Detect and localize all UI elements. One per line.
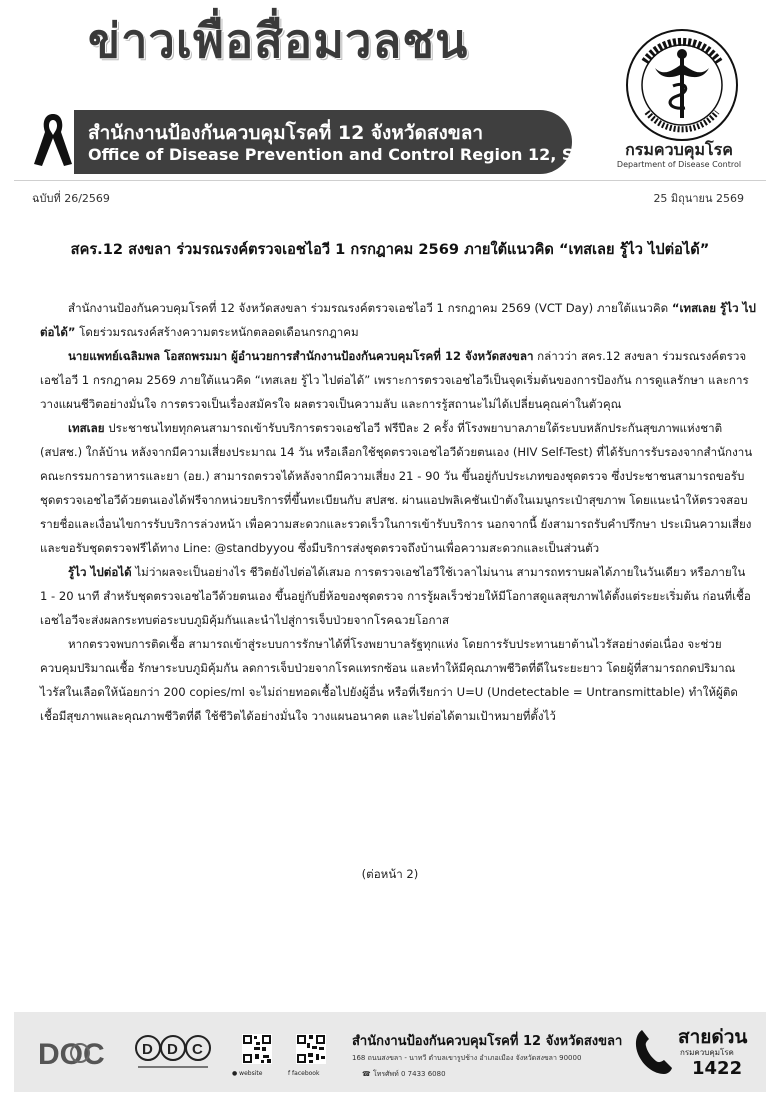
ddc-logo: [134, 1030, 224, 1074]
paragraph: รู้ไว ไปต่อได้ ไม่ว่าผลจะเป็นอย่างไร ชีวิตยังไปต่อได้เสมอ การตรวจเอชไอวีใช้เวลาไม่นาน สามารถทราบผลได้ภายในวันเดียว หรือภายใน 1 - 20 นาที สำหรับชุดตรวจเอชไอวีด้วยตนเอง ขึ้นอยู่กับยี่ห้อของชุดตรวจ การรู้ผลเร็วช่วยให้มีโอกาสดูแลสุขภาพได้ตั้งแต่ระยะเริ่มต้น ก่อนที่เชื้อเอชไอวีจะส่งผลกระทบต่อระบบภูมิคุ้มกันและนำไปสู่การเจ็บป่วยจากโรคฉวยโอกาส: [40, 565, 751, 627]
telephone-handset-icon: [634, 1028, 674, 1076]
paragraph: นายแพทย์เฉลิมพล โอสถพรมมา ผู้อำนวยการสำนักงานป้องกันควบคุมโรคที่ 12 จังหวัดสงขลา กล่าวว่า สคร.12 สงขลา ร่วมรณรงค์ตรวจเอชไอวี 1 กรกฎาคม 2569 ภายใต้แนวคิด “เทสเลย รู้ไว ไปต่อได้” เพราะการตรวจเอชไอวีเป็นจุดเริ่มต้นของการป้องกัน การดูแลรักษา และการวางแผนชีวิตอย่างมั่นใจ การตรวจเป็นเรื่องสมัครใจ ผลตรวจเป็นความลับ และการรู้สถานะไม่ได้เปลี่ยนคุณค่าในตัวคุณ: [40, 349, 749, 411]
footer-org-name: สำนักงานป้องกันควบคุมโรคที่ 12 จังหวัดสงขลา: [352, 1034, 623, 1049]
article-body: [40, 296, 756, 728]
continued-note: (ต่อหน้า 2): [361, 867, 419, 881]
svg-text:C: C: [192, 1041, 203, 1058]
doc-logo: [38, 1032, 128, 1072]
department-name-th: กรมควบคุมโรค: [625, 140, 733, 159]
hotline-number: 1422: [692, 1058, 743, 1079]
press-release-title: ข่าวเพื่อสื่อมวลชน: [88, 14, 469, 69]
mourning-ribbon-icon: [30, 110, 76, 170]
svg-text:DOC: DOC: [38, 1038, 105, 1071]
footer-address: 168 ถนนสงขลา - นาทวี ตำบลเขารูปช้าง อำเภอเมือง จังหวัดสงขลา 90000: [352, 1054, 582, 1062]
header-divider: [14, 180, 766, 181]
issue-number: ฉบับที่ 26/2569: [32, 192, 110, 205]
issue-date: 25 มิถุนายน 2569: [653, 192, 744, 205]
hotline-badge[interactable]: [634, 1020, 746, 1084]
hotline-title: สายด่วน: [678, 1026, 748, 1048]
website-link[interactable]: ● website: [232, 1070, 263, 1077]
phone-icon: ☎: [362, 1070, 371, 1078]
headline: สคร.12 สงขลา ร่วมรณรงค์ตรวจเอชไอวี 1 กรกฎาคม 2569 ภายใต้แนวคิด “เทสเลย รู้ไว ไปต่อได้”: [70, 241, 710, 258]
paragraph: เทสเลย ประชาชนไทยทุกคนสามารถเข้ารับบริการตรวจเอชไอวี ฟรีปีละ 2 ครั้ง ที่โรงพยาบาลภายใต้ระบบหลักประกันสุขภาพแห่งชาติ (สปสช.) ใกล้บ้าน หลังจากมีความเสี่ยงประมาณ 14 วัน หรือเลือกใช้ชุดตรวจเอชไอวีด้วยตนเอง (HIV Self-Test) ที่ได้รับการรับรองจากสำนักงานคณะกรรมการอาหารและยา (อย.) สามารถตรวจได้หลังจากมีความเสี่ยง 21 - 90 วัน ขึ้นอยู่กับประเภทของชุดตรวจ ซึ่งประชาชนสามารถขอรับชุดตรวจเอชไอวีด้วยตนเองได้ฟรีจากหน่วยบริการที่ขึ้นทะเบียนกับ สปสช. ผ่านแอปพลิเคชันเป๋าตังในเมนูกระเป๋าสุขภาพ โดยแนะนำให้ตรวจสอบรายชื่อและเงื่อนไขการรับบริการล่วงหน้า เพื่อความสะดวกและรวดเร็วในการเข้ารับบริการ นอกจากนี้ ยังสามารถรับคำปรึกษา ประเมินความเสี่ยง และขอรับชุดตรวจฟรีได้ทาง Line: @standbyyou ซึ่งมีบริการส่งชุดตรวจถึงบ้านเพื่อความสะดวกและเป็นส่วนตัว: [40, 421, 753, 555]
paragraph: สำนักงานป้องกันควบคุมโรคที่ 12 จังหวัดสงขลา ร่วมรณรงค์ตรวจเอชไอวี 1 กรกฎาคม 2569 (VCT Day) ภายใต้แนวคิด “เทสเลย รู้ไว ไปต่อได้” โดยร่วมรณรงค์สร้างความตระหนักตลอดเดือนกรกฎาคม: [40, 301, 756, 339]
ministry-seal-icon: [625, 28, 739, 142]
paragraph: หากตรวจพบการติดเชื้อ สามารถเข้าสู่ระบบการรักษาได้ที่โรงพยาบาลรัฐทุกแห่ง โดยการรับประทานยาต้านไวรัสอย่างต่อเนื่อง จะช่วยควบคุมปริมาณเชื้อ รักษาระบบภูมิคุ้มกัน ลดการเจ็บป่วยจากโรคแทรกซ้อน และทำให้มีคุณภาพชีวิตที่ดีในระยะยาว โดยผู้ที่สามารถกดปริมาณไวรัสในเลือดให้น้อยกว่า 200 copies/ml จะไม่ถ่ายทอดเชื้อไปยังผู้อื่น หรือที่เรียกว่า U=U (Undetectable = Untransmittable) ทำให้ผู้ติดเชื้อมีสุขภาพและคุณภาพชีวิตที่ดี ใช้ชีวิตได้อย่างมั่นใจ วางแผนอนาคต และไปต่อได้ตามเป้าหมายที่ตั้งไว้: [40, 637, 738, 723]
facebook-icon: f: [288, 1070, 291, 1077]
office-name-th: สำนักงานป้องกันควบคุมโรคที่ 12 จังหวัดสงขลา: [88, 122, 484, 144]
footer-phone: ☎ โทรศัพท์ 0 7433 6080: [362, 1070, 446, 1078]
department-name-en: Department of Disease Control: [616, 160, 742, 169]
facebook-link[interactable]: f facebook: [288, 1070, 320, 1077]
footer: [14, 1012, 766, 1092]
hotline-subtitle: กรมควบคุมโรค: [680, 1048, 734, 1057]
website-qr-code[interactable]: [242, 1034, 272, 1064]
facebook-qr-code[interactable]: [296, 1034, 326, 1064]
globe-icon: ●: [232, 1070, 238, 1077]
svg-text:D: D: [142, 1041, 153, 1058]
svg-text:D: D: [167, 1041, 178, 1058]
office-name-en: Office of Disease Prevention and Control Region 12, Songkhla: [88, 145, 646, 164]
office-banner: [74, 110, 646, 174]
